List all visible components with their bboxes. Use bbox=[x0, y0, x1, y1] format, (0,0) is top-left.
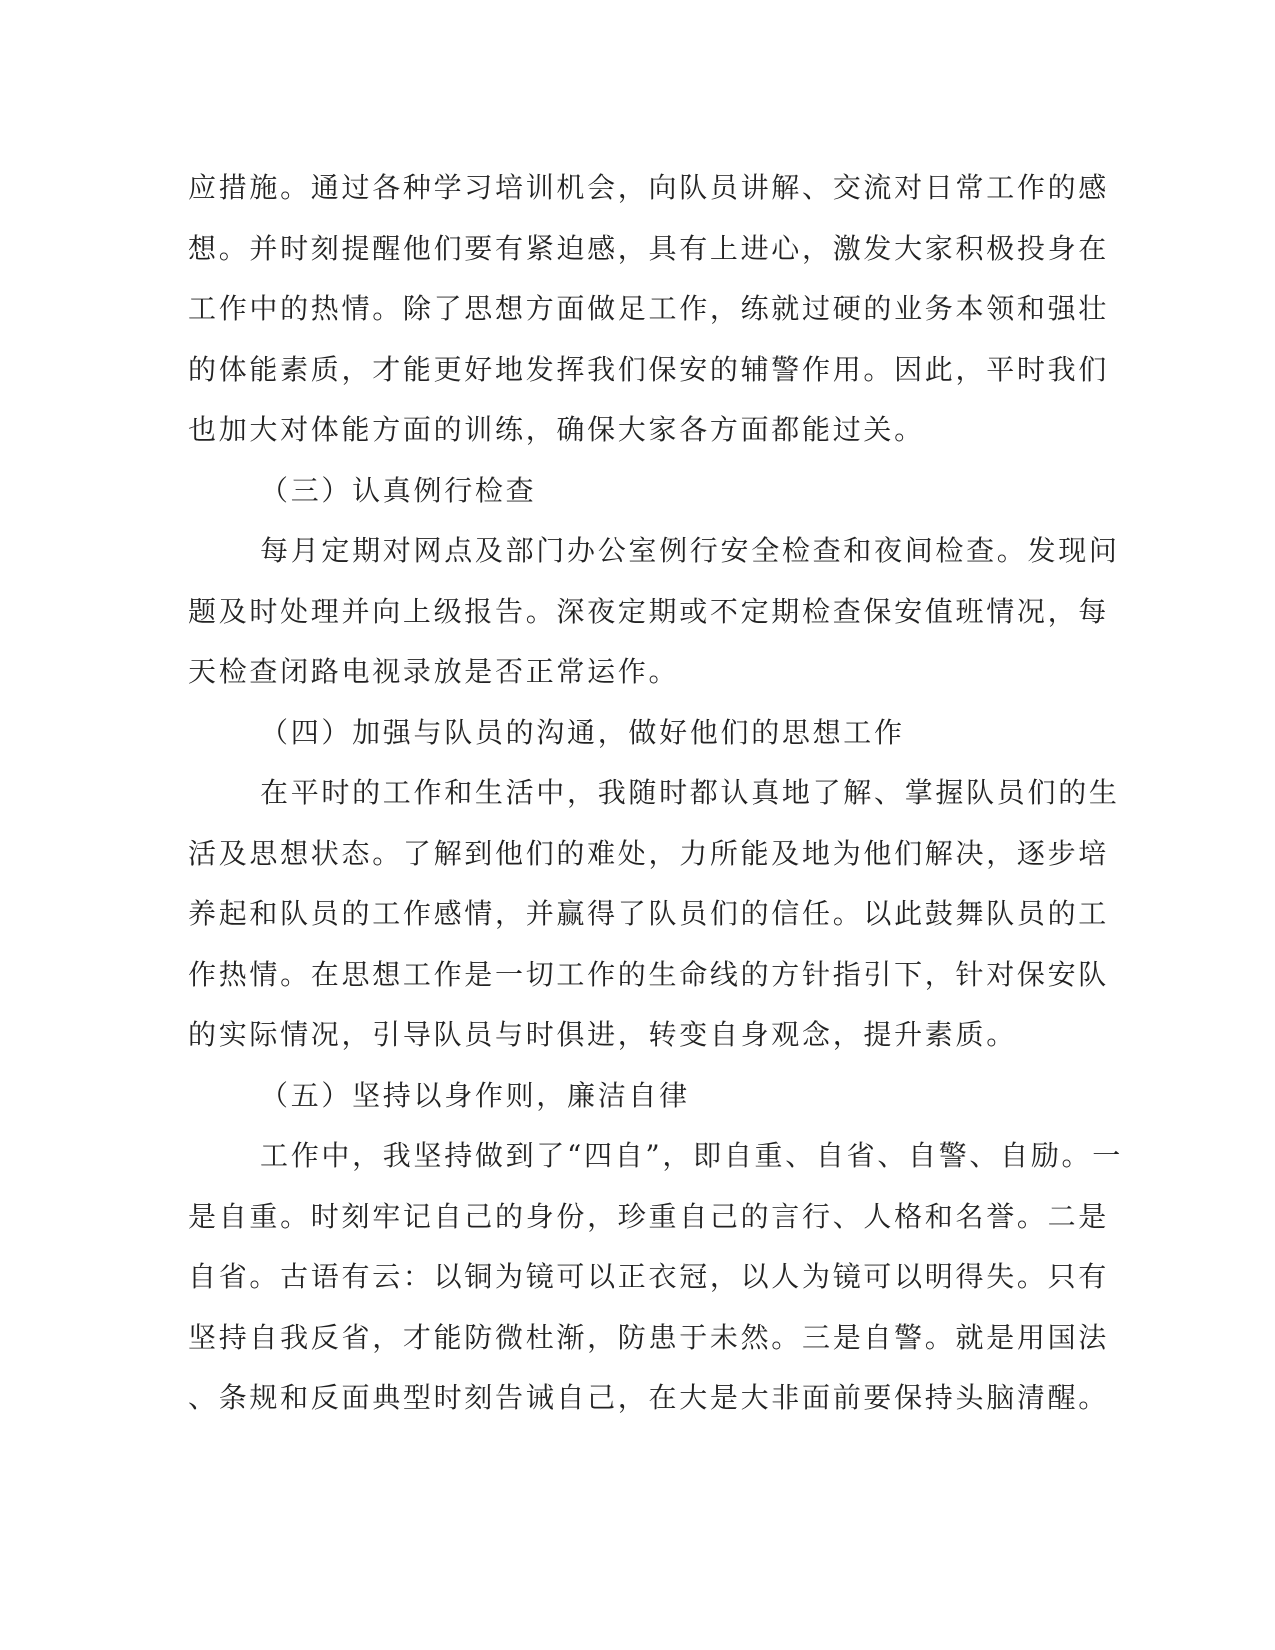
body-text bbox=[188, 158, 1123, 1429]
text-line: 养起和队员的工作感情，并赢得了队员们的信任。以此鼓舞队员的工 bbox=[188, 897, 1110, 930]
text-line: 是自重。时刻牢记自己的身份，珍重自己的言行、人格和名誉。二是 bbox=[188, 1199, 1110, 1233]
text-line: 坚持自我反省，才能防微杜渐，防患于未然。三是自警。就是用国法 bbox=[188, 1320, 1110, 1354]
text-line: 的实际情况，引导队员与时俱进，转变自身观念，提升素质。 bbox=[188, 1018, 1017, 1051]
text-line: 也加大对体能方面的训练，确保大家各方面都能过关。 bbox=[188, 413, 925, 446]
text-line: 、条规和反面典型时刻告诫自己，在大是大非面前要保持头脑清醒。 bbox=[188, 1381, 1110, 1414]
paragraph-start-line: （五）坚持以身作则，廉洁自律 bbox=[260, 1078, 690, 1112]
paragraph-start-line: 工作中，我坚持做到了“四自”，即自重、自省、自警、自励。一 bbox=[260, 1139, 1123, 1172]
text-line: 自省。古语有云：以铜为镜可以正衣冠，以人为镜可以明得失。只有 bbox=[188, 1260, 1110, 1293]
paragraph-start-line: （三）认真例行检查 bbox=[260, 473, 537, 507]
text-line: 想。并时刻提醒他们要有紧迫感，具有上进心，激发大家积极投身在 bbox=[188, 231, 1110, 265]
text-line: 作热情。在思想工作是一切工作的生命线的方针指引下，针对保安队 bbox=[188, 957, 1110, 991]
text-line: 工作中的热情。除了思想方面做足工作，练就过硬的业务本领和强壮 bbox=[188, 292, 1110, 325]
text-line: 的体能素质，才能更好地发挥我们保安的辅警作用。因此，平时我们 bbox=[188, 352, 1110, 386]
paragraph-start-line: 每月定期对网点及部门办公室例行安全检查和夜间检查。发现问 bbox=[260, 534, 1120, 567]
text-line: 活及思想状态。了解到他们的难处，力所能及地为他们解决，逐步培 bbox=[188, 836, 1110, 870]
text-line: 应措施。通过各种学习培训机会，向队员讲解、交流对日常工作的感 bbox=[188, 171, 1110, 204]
paragraph-start-line: （四）加强与队员的沟通，做好他们的思想工作 bbox=[260, 715, 905, 749]
paragraph-start-line: 在平时的工作和生活中，我随时都认真地了解、掌握队员们的生 bbox=[260, 776, 1120, 809]
text-line: 天检查闭路电视录放是否正常运作。 bbox=[188, 655, 680, 688]
text-line: 题及时处理并向上级报告。深夜定期或不定期检查保安值班情况，每 bbox=[188, 594, 1110, 628]
